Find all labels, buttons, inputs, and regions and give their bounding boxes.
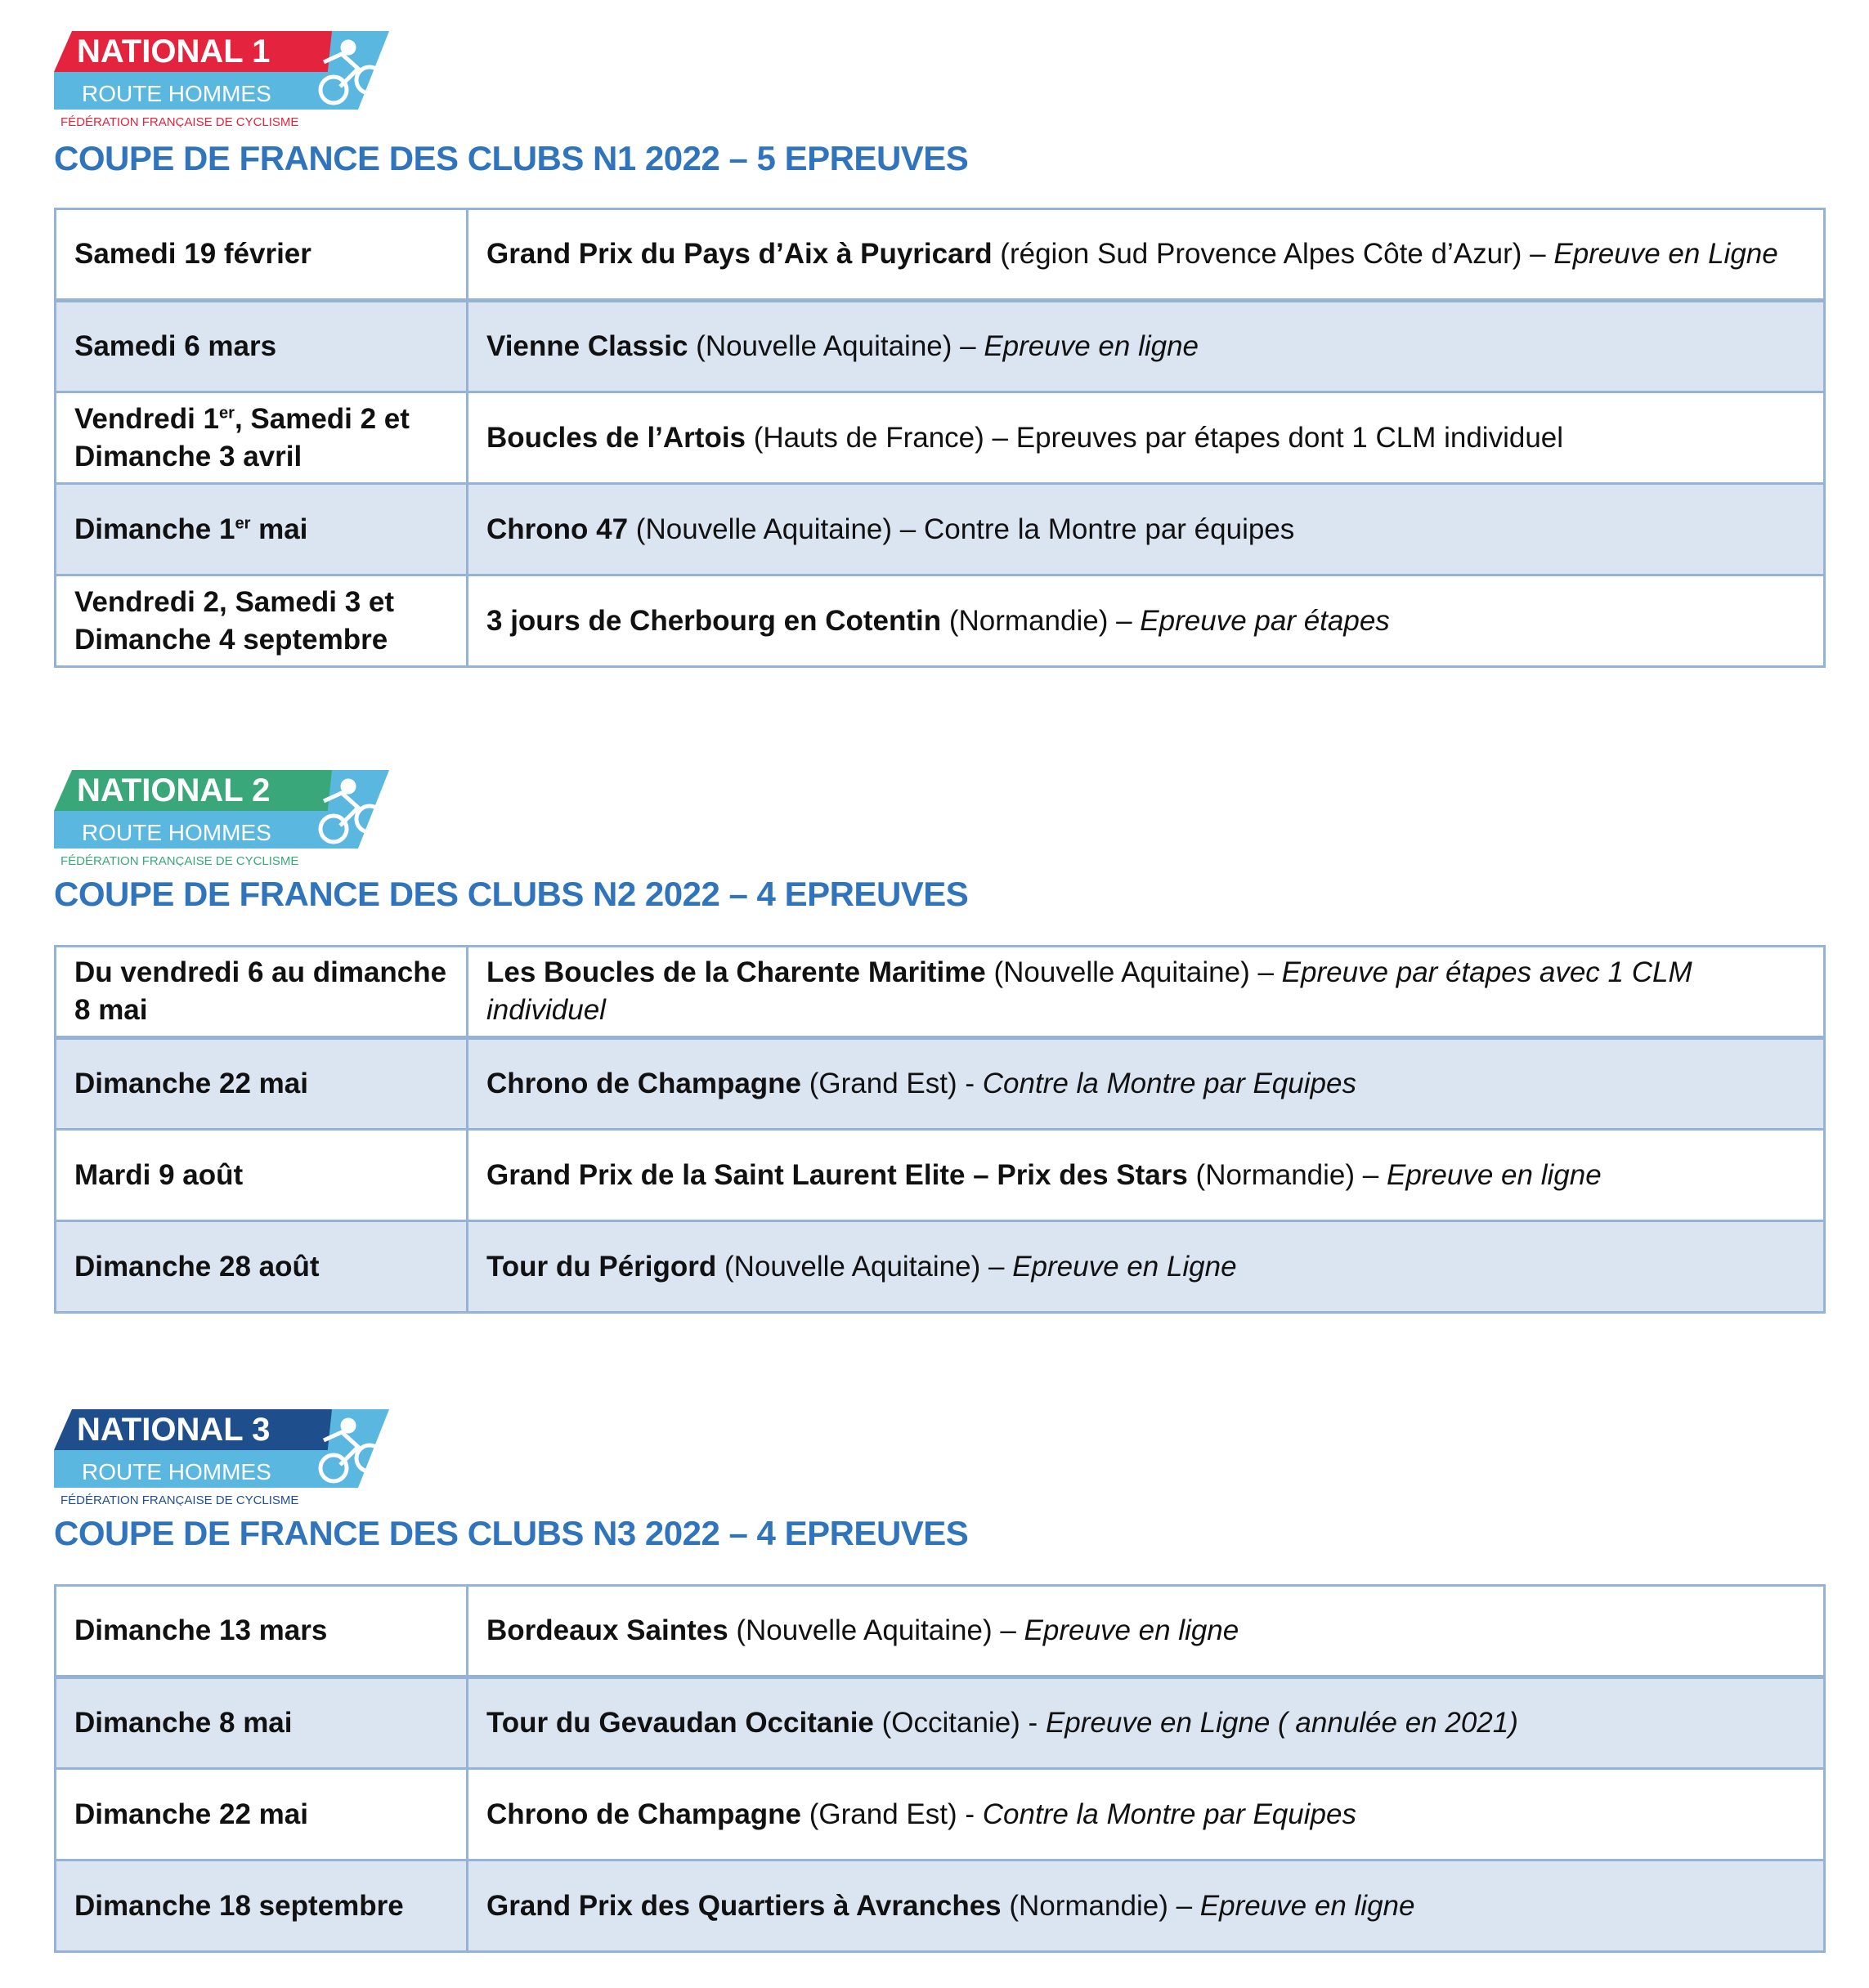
date-cell: Vendredi 2, Samedi 3 et Dimanche 4 septembre bbox=[56, 575, 468, 667]
table-row bbox=[56, 301, 1825, 392]
national-2-logo bbox=[54, 768, 389, 866]
event-cell: Tour du Périgord (Nouvelle Aquitaine) – Epreuve en Ligne bbox=[468, 1221, 1825, 1313]
section-title: COUPE DE FRANCE DES CLUBS N3 2022 – 4 EPREUVES bbox=[54, 1514, 969, 1552]
event-cell: Chrono de Champagne (Grand Est) - Contre la Montre par Equipes bbox=[468, 1769, 1825, 1860]
event-cell: 3 jours de Cherbourg en Cotentin (Normandie) – Epreuve par étapes bbox=[468, 575, 1825, 667]
table-row bbox=[56, 392, 1825, 484]
date-cell: Dimanche 1er mai bbox=[56, 484, 468, 575]
svg-text:NATIONAL 1: NATIONAL 1 bbox=[77, 34, 271, 69]
svg-text:NATIONAL 2: NATIONAL 2 bbox=[77, 772, 271, 808]
event-cell: Grand Prix de la Saint Laurent Elite – Prix des Stars (Normandie) – Epreuve en ligne bbox=[468, 1130, 1825, 1221]
table-row bbox=[56, 1221, 1825, 1313]
table-row bbox=[56, 1130, 1825, 1221]
table-row bbox=[56, 209, 1825, 301]
date-cell: Dimanche 18 septembre bbox=[56, 1860, 468, 1952]
svg-text:FÉDÉRATION FRANÇAISE DE CYCLIS: FÉDÉRATION FRANÇAISE DE CYCLISME bbox=[61, 115, 299, 128]
svg-text:ROUTE HOMMES: ROUTE HOMMES bbox=[82, 81, 271, 106]
national-2-logo-graphic bbox=[54, 768, 389, 866]
event-cell: Vienne Classic (Nouvelle Aquitaine) – Epreuve en ligne bbox=[468, 301, 1825, 392]
schedule-table-n3 bbox=[54, 1584, 1826, 1953]
event-cell: Grand Prix du Pays d’Aix à Puyricard (région Sud Provence Alpes Côte d’Azur) – Epreuve en Ligne bbox=[468, 209, 1825, 301]
event-cell: Grand Prix des Quartiers à Avranches (Normandie) – Epreuve en ligne bbox=[468, 1860, 1825, 1952]
svg-text:ROUTE HOMMES: ROUTE HOMMES bbox=[82, 1459, 271, 1484]
date-cell: Mardi 9 août bbox=[56, 1130, 468, 1221]
date-cell: Samedi 6 mars bbox=[56, 301, 468, 392]
svg-text:FÉDÉRATION FRANÇAISE DE CYCLIS: FÉDÉRATION FRANÇAISE DE CYCLISME bbox=[61, 854, 299, 866]
date-cell: Samedi 19 février bbox=[56, 209, 468, 301]
svg-text:NATIONAL 3: NATIONAL 3 bbox=[77, 1412, 271, 1448]
svg-text:FÉDÉRATION FRANÇAISE DE CYCLIS: FÉDÉRATION FRANÇAISE DE CYCLISME bbox=[61, 1493, 299, 1506]
schedule-table-n2 bbox=[54, 945, 1826, 1314]
table-row bbox=[56, 1677, 1825, 1769]
date-cell: Du vendredi 6 au dimanche 8 mai bbox=[56, 947, 468, 1038]
national-3-logo-graphic bbox=[54, 1408, 389, 1506]
table-row bbox=[56, 947, 1825, 1038]
table-row bbox=[56, 1860, 1825, 1952]
date-cell: Dimanche 22 mai bbox=[56, 1038, 468, 1130]
event-cell: Boucles de l’Artois (Hauts de France) – Epreuves par étapes dont 1 CLM individuel bbox=[468, 392, 1825, 484]
national-1-logo-graphic bbox=[54, 29, 389, 128]
date-cell: Dimanche 22 mai bbox=[56, 1769, 468, 1860]
table-row bbox=[56, 1038, 1825, 1130]
section-title: COUPE DE FRANCE DES CLUBS N1 2022 – 5 EPREUVES bbox=[54, 139, 969, 177]
event-cell: Tour du Gevaudan Occitanie (Occitanie) - Epreuve en Ligne ( annulée en 2021) bbox=[468, 1677, 1825, 1769]
event-cell: Bordeaux Saintes (Nouvelle Aquitaine) – Epreuve en ligne bbox=[468, 1586, 1825, 1677]
svg-text:ROUTE HOMMES: ROUTE HOMMES bbox=[82, 820, 271, 845]
table-row bbox=[56, 1769, 1825, 1860]
national-1-logo bbox=[54, 29, 389, 128]
national-3-logo bbox=[54, 1408, 389, 1506]
schedule-table-n1 bbox=[54, 208, 1826, 668]
section-title: COUPE DE FRANCE DES CLUBS N2 2022 – 4 EPREUVES bbox=[54, 875, 969, 913]
table-row bbox=[56, 575, 1825, 667]
date-cell: Vendredi 1er, Samedi 2 et Dimanche 3 avril bbox=[56, 392, 468, 484]
table-row bbox=[56, 1586, 1825, 1677]
event-cell: Chrono 47 (Nouvelle Aquitaine) – Contre la Montre par équipes bbox=[468, 484, 1825, 575]
event-cell: Chrono de Champagne (Grand Est) - Contre la Montre par Equipes bbox=[468, 1038, 1825, 1130]
date-cell: Dimanche 13 mars bbox=[56, 1586, 468, 1677]
date-cell: Dimanche 28 août bbox=[56, 1221, 468, 1313]
event-cell: Les Boucles de la Charente Maritime (Nouvelle Aquitaine) – Epreuve par étapes avec 1 CLM individuel bbox=[468, 947, 1825, 1038]
table-row bbox=[56, 484, 1825, 575]
date-cell: Dimanche 8 mai bbox=[56, 1677, 468, 1769]
